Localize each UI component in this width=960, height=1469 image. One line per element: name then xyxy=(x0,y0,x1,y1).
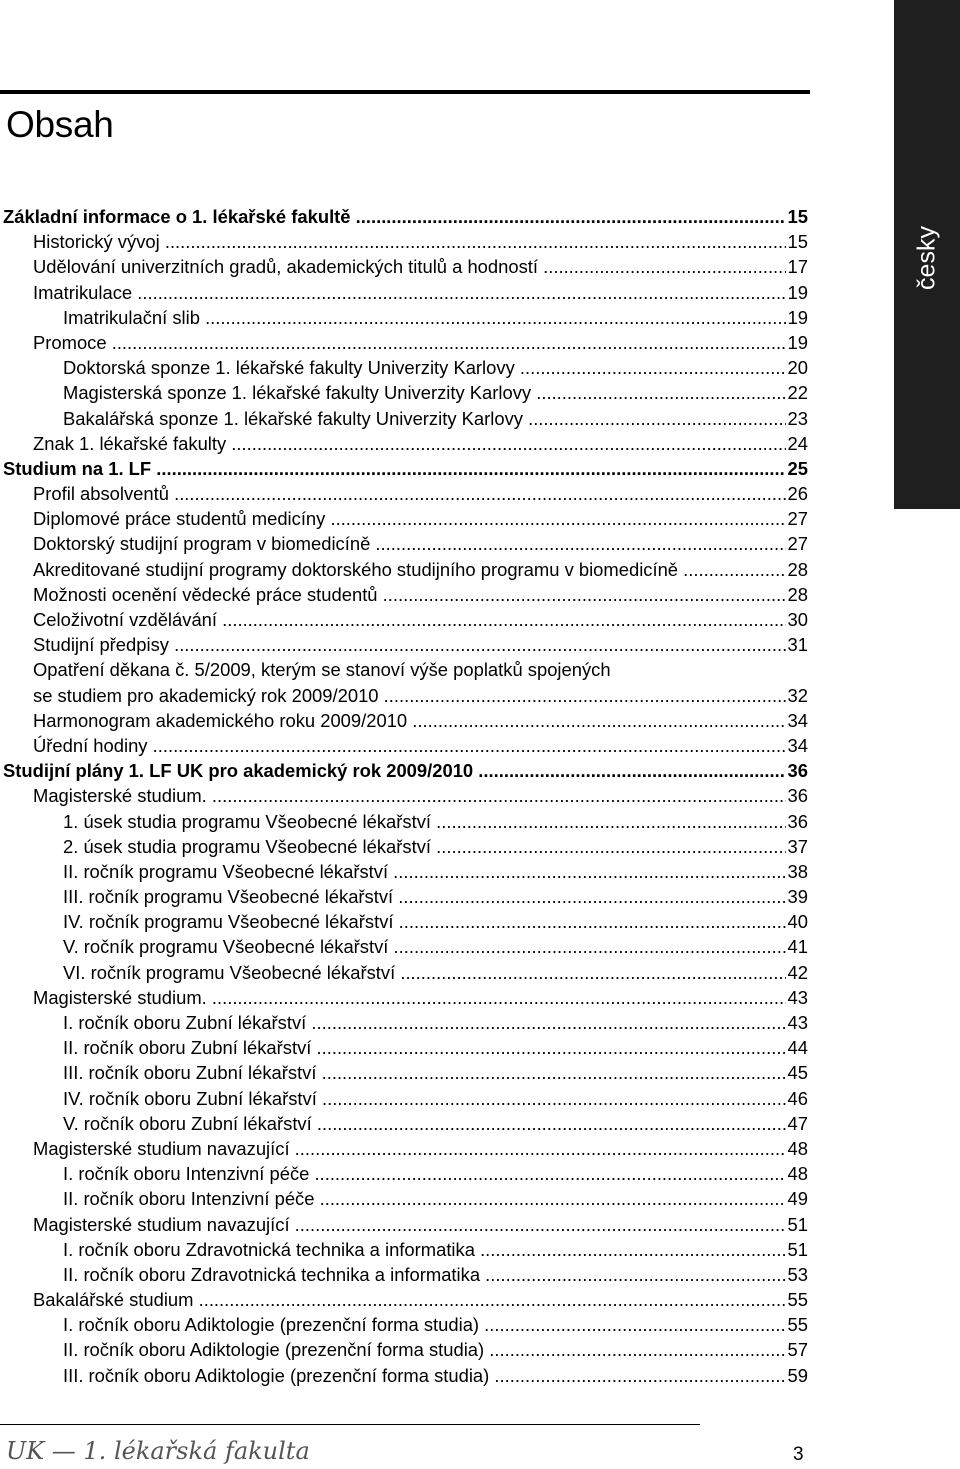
toc-entry-title: II. ročník oboru Zubní lékařství ..... xyxy=(63,1037,808,1058)
toc-entry-title: Studijní předpisy ..... xyxy=(33,634,808,655)
toc-entry-page: 39 xyxy=(786,884,808,909)
toc-entry-title: Udělování univerzitních gradů, akademických titulů a hodností ..... xyxy=(33,256,808,277)
toc-entry-page: 41 xyxy=(786,934,808,959)
toc-entry-title: Studijní plány 1. LF UK pro akademický rok 2009/2010 ..... xyxy=(3,760,808,781)
toc-entry-title: IV. ročník oboru Zubní lékařství ..... xyxy=(63,1088,808,1109)
footer-brand: UK — 1. lékařská fakulta xyxy=(6,1437,310,1465)
toc-entry-title: Imatrikulace ..... xyxy=(33,282,808,303)
toc-entry xyxy=(0,406,808,431)
toc-entry xyxy=(0,1161,808,1186)
toc-entry xyxy=(0,582,808,607)
toc-entry-page: 51 xyxy=(786,1212,808,1237)
toc-entry-page: 32 xyxy=(786,683,808,708)
toc-entry xyxy=(0,229,808,254)
toc-entry-title: Profil absolventů ..... xyxy=(33,483,808,504)
toc-entry xyxy=(0,733,808,758)
toc-entry-page: 36 xyxy=(786,783,808,808)
toc-entry xyxy=(0,506,808,531)
toc-entry-title: Doktorská sponze 1. lékařské fakulty Univerzity Karlovy ..... xyxy=(63,357,808,378)
toc-entry-title: II. ročník oboru Adiktologie (prezenční forma studia) ..... xyxy=(63,1339,808,1360)
toc-entry-page: 30 xyxy=(786,607,808,632)
toc-entry xyxy=(0,305,808,330)
toc-entry-title: Úřední hodiny ..... xyxy=(33,735,808,756)
toc-entry-title: Znak 1. lékařské fakulty ..... xyxy=(33,433,808,454)
toc-entry-page: 38 xyxy=(786,859,808,884)
toc-entry xyxy=(0,1010,808,1035)
toc-entry-page: 28 xyxy=(786,557,808,582)
toc-entry-page: 27 xyxy=(786,506,808,531)
toc-entry-page: 47 xyxy=(786,1111,808,1136)
toc-entry-page: 40 xyxy=(786,909,808,934)
toc-entry-page: 19 xyxy=(786,280,808,305)
toc-entry xyxy=(0,254,808,279)
toc-entry-title: V. ročník programu Všeobecné lékařství ..... xyxy=(63,936,808,957)
toc-entry-page: 42 xyxy=(786,960,808,985)
toc-entry xyxy=(0,985,808,1010)
toc-entry-page: 36 xyxy=(786,809,808,834)
toc-entry xyxy=(0,280,808,305)
toc-entry-page: 57 xyxy=(786,1337,808,1362)
toc-entry xyxy=(0,1060,808,1085)
toc-entry-page: 46 xyxy=(786,1086,808,1111)
toc-entry-title: 1. úsek studia programu Všeobecné lékařství ..... xyxy=(63,811,808,832)
toc-entry-page: 48 xyxy=(786,1161,808,1186)
toc-entry xyxy=(0,1363,808,1388)
toc-entry-title: V. ročník oboru Zubní lékařství ..... xyxy=(63,1113,808,1134)
toc-entry-page: 31 xyxy=(786,632,808,657)
toc-entry-title: IV. ročník programu Všeobecné lékařství ..... xyxy=(63,911,808,932)
toc-entry-title: Diplomové práce studentů medicíny ..... xyxy=(33,508,808,529)
toc-entry-title: Magisterské studium navazující ..... xyxy=(33,1214,808,1235)
toc-entry-title: I. ročník oboru Intenzivní péče ..... xyxy=(63,1163,808,1184)
toc-entry-title: Historický vývoj ..... xyxy=(33,231,808,252)
toc-entry xyxy=(0,708,808,733)
toc-entry-page: 49 xyxy=(786,1186,808,1211)
toc-entry-title: I. ročník oboru Zdravotnická technika a informatika ..... xyxy=(63,1239,808,1260)
toc-entry-title: II. ročník oboru Intenzivní péče ..... xyxy=(63,1188,808,1209)
toc-entry xyxy=(0,783,808,808)
toc-entry-page: 43 xyxy=(786,985,808,1010)
toc-entry-page: 55 xyxy=(786,1287,808,1312)
toc-entry-title: VI. ročník programu Všeobecné lékařství ..... xyxy=(63,962,808,983)
toc-entry-title: Promoce ..... xyxy=(33,332,808,353)
toc-section xyxy=(0,758,808,783)
toc-entry-title: II. ročník programu Všeobecné lékařství ..... xyxy=(63,861,808,882)
toc-entry-page: 34 xyxy=(786,708,808,733)
toc-entry xyxy=(0,1337,808,1362)
toc-entry-page: 27 xyxy=(786,531,808,556)
toc-entry xyxy=(0,481,808,506)
toc-entry-title: Imatrikulační slib ..... xyxy=(63,307,808,328)
toc-entry-title: III. ročník oboru Adiktologie (prezenční forma studia) ..... xyxy=(63,1365,808,1386)
header-rule xyxy=(0,90,810,94)
toc-entry-title: se studiem pro akademický rok 2009/2010 ..... xyxy=(33,685,808,706)
toc-entry xyxy=(0,809,808,834)
toc-entry xyxy=(0,380,808,405)
toc-entry-title: Akreditované studijní programy doktorského studijního programu v biomedicíně ..... xyxy=(33,559,808,580)
toc-entry-page: 36 xyxy=(786,758,808,783)
toc-entry-title: Magisterské studium. ..... xyxy=(33,987,808,1008)
toc-entry-page: 23 xyxy=(786,406,808,431)
toc-entry xyxy=(0,1237,808,1262)
toc-entry-title: Opatření děkana č. 5/2009, kterým se stanoví výše poplatků spojených xyxy=(33,659,611,681)
toc-entry xyxy=(0,1111,808,1136)
toc-entry xyxy=(0,884,808,909)
toc-entry-page: 22 xyxy=(786,380,808,405)
toc-entry-title: Magisterské studium. ..... xyxy=(33,785,808,806)
footer-rule xyxy=(0,1424,700,1425)
toc-entry-page: 28 xyxy=(786,582,808,607)
toc-entry xyxy=(0,834,808,859)
toc-entry-title: Základní informace o 1. lékařské fakultě ..... xyxy=(3,206,808,227)
toc-entry xyxy=(0,909,808,934)
toc-entry-page: 51 xyxy=(786,1237,808,1262)
toc-entry-page: 24 xyxy=(786,431,808,456)
toc-entry-page: 26 xyxy=(786,481,808,506)
toc-entry xyxy=(0,960,808,985)
toc-entry-page: 34 xyxy=(786,733,808,758)
toc-section xyxy=(0,204,808,229)
toc-entry-page: 17 xyxy=(786,254,808,279)
toc-entry-page: 44 xyxy=(786,1035,808,1060)
toc-entry-page: 53 xyxy=(786,1262,808,1287)
toc-entry xyxy=(0,355,808,380)
toc-entry-page: 37 xyxy=(786,834,808,859)
toc-entry-page: 59 xyxy=(786,1363,808,1388)
toc-entry-title: Studium na 1. LF ..... xyxy=(3,458,808,479)
toc-entry-title: Bakalářské studium ..... xyxy=(33,1289,808,1310)
toc-entry-title: Magisterské studium navazující ..... xyxy=(33,1138,808,1159)
toc-entry-title: I. ročník oboru Adiktologie (prezenční forma studia) ..... xyxy=(63,1314,808,1335)
toc-entry-page: 15 xyxy=(786,229,808,254)
toc-entry xyxy=(0,859,808,884)
toc-section xyxy=(0,456,808,481)
toc-entry-title: Doktorský studijní program v biomedicíně ..... xyxy=(33,533,808,554)
toc-entry-title: Možnosti ocenění vědecké práce studentů ..... xyxy=(33,584,808,605)
toc-entry-page: 20 xyxy=(786,355,808,380)
page-title: Obsah xyxy=(6,104,114,145)
toc-entry-title: Magisterská sponze 1. lékařské fakulty Univerzity Karlovy ..... xyxy=(63,382,808,403)
toc-entry xyxy=(0,934,808,959)
toc-entry-page: 15 xyxy=(786,204,808,229)
toc-entry-page: 48 xyxy=(786,1136,808,1161)
toc-entry-page: 43 xyxy=(786,1010,808,1035)
table-of-contents xyxy=(0,204,808,1388)
toc-entry-page: 19 xyxy=(786,305,808,330)
toc-entry xyxy=(0,683,808,708)
toc-entry-title: 2. úsek studia programu Všeobecné lékařství ..... xyxy=(63,836,808,857)
toc-entry-page: 19 xyxy=(786,330,808,355)
language-tab-label: česky xyxy=(912,226,941,290)
toc-entry-page: 25 xyxy=(786,456,808,481)
toc-entry xyxy=(0,1312,808,1337)
toc-entry-title: II. ročník oboru Zdravotnická technika a informatika ..... xyxy=(63,1264,808,1285)
toc-entry xyxy=(0,431,808,456)
toc-entry xyxy=(0,1287,808,1312)
language-tab xyxy=(894,0,960,509)
toc-entry xyxy=(0,657,808,682)
toc-entry xyxy=(0,330,808,355)
toc-entry xyxy=(0,632,808,657)
toc-entry xyxy=(0,557,808,582)
toc-entry-page: 45 xyxy=(786,1060,808,1085)
toc-entry xyxy=(0,531,808,556)
toc-entry xyxy=(0,1186,808,1211)
toc-entry-title: III. ročník oboru Zubní lékařství ..... xyxy=(63,1062,808,1083)
toc-entry xyxy=(0,607,808,632)
toc-entry-title: III. ročník programu Všeobecné lékařství ..... xyxy=(63,886,808,907)
toc-entry-title: Celoživotní vzdělávání ..... xyxy=(33,609,808,630)
toc-entry-title: Bakalářská sponze 1. lékařské fakulty Univerzity Karlovy ..... xyxy=(63,408,808,429)
toc-entry xyxy=(0,1262,808,1287)
toc-entry xyxy=(0,1136,808,1161)
toc-entry-title: Harmonogram akademického roku 2009/2010 ..... xyxy=(33,710,808,731)
toc-entry xyxy=(0,1086,808,1111)
toc-entry xyxy=(0,1212,808,1237)
page-number: 3 xyxy=(793,1444,804,1465)
toc-entry-title: I. ročník oboru Zubní lékařství ..... xyxy=(63,1012,808,1033)
toc-entry-page: 55 xyxy=(786,1312,808,1337)
toc-entry xyxy=(0,1035,808,1060)
